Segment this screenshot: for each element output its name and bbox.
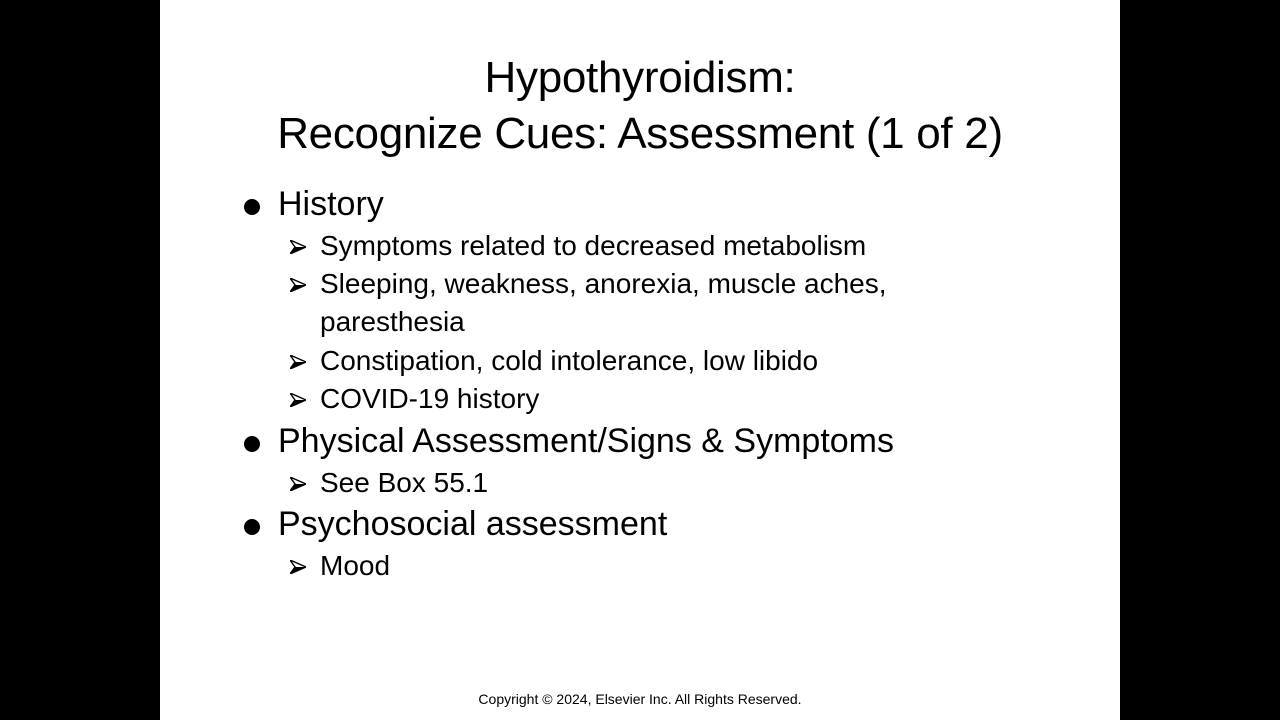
sub-bullet-text: Mood: [320, 550, 391, 581]
bullet-dot-icon: [244, 199, 260, 215]
sub-bullet-text: Constipation, cold intolerance, low libido: [320, 345, 819, 376]
bullet-label: Physical Assessment/Signs & Symptoms: [278, 422, 895, 460]
bullet-dot-icon: [244, 436, 260, 452]
bullet-physical-assessment: [278, 421, 894, 461]
sub-bullet: [320, 380, 539, 418]
sub-bullet-text: See Box 55.1: [320, 467, 489, 498]
bullet-psychosocial-assessment: [278, 504, 667, 544]
sub-bullet: [320, 464, 488, 502]
title-line-2: Recognize Cues: Assessment (1 of 2): [277, 109, 1003, 158]
bullet-history: [278, 184, 384, 224]
sub-bullet: [320, 547, 390, 585]
sub-bullet-continuation: paresthesia: [320, 306, 465, 337]
slide-body: [160, 0, 1120, 720]
bullet-dot-icon: [244, 519, 260, 535]
arrowhead-bullet-icon: [290, 560, 306, 574]
copyright-footer: Copyright © 2024, Elsevier Inc. All Rights Reserved.: [478, 691, 802, 707]
arrowhead-bullet-icon: [290, 240, 306, 254]
arrowhead-bullet-icon: [290, 393, 306, 407]
sub-bullet: [320, 227, 866, 265]
title-line-1: Hypothyroidism:: [484, 53, 796, 102]
sub-bullet: [320, 342, 818, 380]
arrowhead-bullet-icon: [290, 278, 306, 292]
arrowhead-bullet-icon: [290, 355, 306, 369]
sub-bullet-text: COVID-19 history: [320, 383, 540, 414]
slide: [160, 0, 1120, 720]
bullet-label: History: [278, 185, 384, 223]
arrowhead-bullet-icon: [290, 477, 306, 491]
sub-bullet-text: Symptoms related to decreased metabolism: [320, 230, 867, 261]
sub-bullet: [320, 265, 887, 303]
sub-bullet-text: Sleeping, weakness, anorexia, muscle aches,: [320, 268, 887, 299]
bullet-label: Psychosocial assessment: [278, 505, 668, 543]
